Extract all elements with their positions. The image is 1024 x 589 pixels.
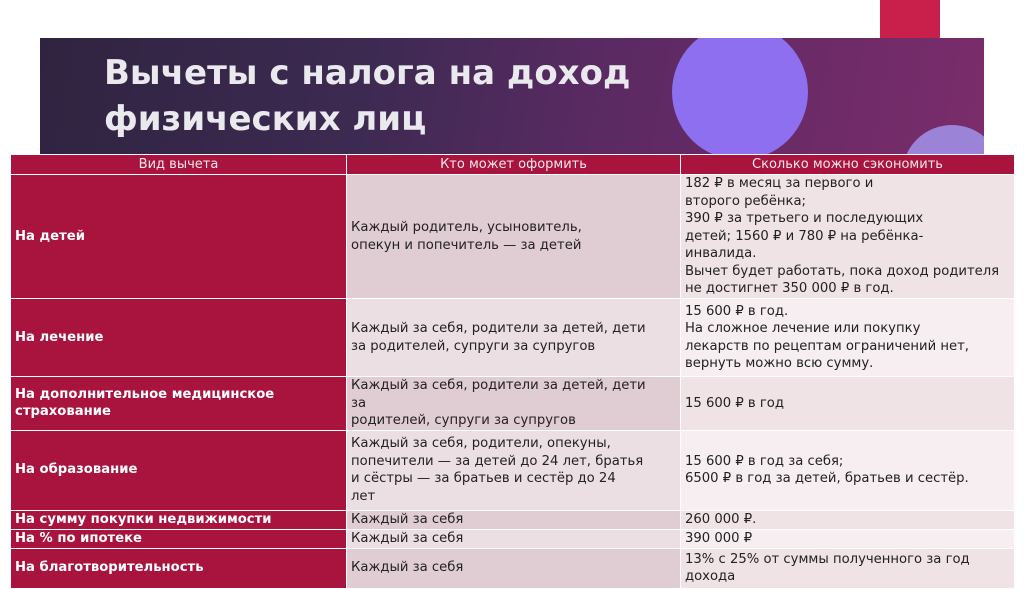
slide-title	[104, 50, 664, 142]
cell-deduction-kind: На % по ипотеке	[11, 529, 347, 548]
cell-savings	[681, 430, 1015, 510]
cell-deduction-kind: На дополнительное медицинское страхование	[11, 377, 347, 431]
cell-savings	[681, 377, 1015, 431]
cell-line: 15 600 ₽ в год.	[685, 303, 789, 319]
table-header-row	[11, 155, 1015, 175]
table-row	[11, 299, 1015, 377]
cell-line: и сёстры — за братьев и сестёр до 24	[351, 471, 616, 486]
cell-line: родителей, супруги за супругов	[351, 413, 576, 428]
cell-line: Каждый за себя	[351, 511, 464, 527]
cell-line: детей; 1560 ₽ и 780 ₽ на ребёнка-	[685, 228, 924, 244]
cell-deduction-kind: На лечение	[11, 299, 347, 377]
deductions-table	[10, 154, 1015, 589]
cell-who-can-apply	[347, 430, 681, 510]
cell-deduction-kind: На образование	[11, 430, 347, 510]
cell-deduction-kind: На сумму покупки недвижимости	[11, 510, 347, 529]
cell-line: вернуть можно всю сумму.	[685, 356, 874, 371]
header-who: Кто может оформить	[347, 155, 681, 175]
table-row	[11, 548, 1015, 588]
cell-line: На сложное лечение или покупку	[685, 321, 921, 336]
table-row	[11, 510, 1015, 529]
cell-savings	[681, 510, 1015, 529]
cell-line: Каждый за себя, родители за детей, дети	[351, 321, 646, 336]
cell-line: 182 ₽ в месяц за первого и	[685, 176, 874, 192]
cell-line: лекарств по рецептам ограничений нет,	[685, 338, 969, 354]
cell-line: попечители — за детей до 24 лет, братья	[351, 453, 644, 469]
decorative-circle-small	[902, 125, 984, 156]
cell-line: Каждый за себя, родители за детей, дети	[351, 378, 646, 393]
table-row	[11, 377, 1015, 431]
cell-line: 15 600 ₽ в год	[685, 395, 784, 411]
cell-who-can-apply	[347, 548, 681, 588]
cell-line: за	[351, 395, 367, 411]
cell-who-can-apply	[347, 529, 681, 548]
cell-line: лет	[351, 488, 376, 504]
cell-line: 15 600 ₽ в год за себя;	[685, 453, 844, 469]
slide-title-line-2: физических лиц	[104, 99, 427, 139]
cell-who-can-apply	[347, 175, 681, 299]
cell-savings	[681, 299, 1015, 377]
cell-who-can-apply	[347, 377, 681, 431]
cell-savings	[681, 548, 1015, 588]
table-row	[11, 175, 1015, 299]
cell-line: 390 ₽ за третьего и последующих	[685, 211, 924, 227]
cell-line: Каждый за себя	[351, 560, 464, 576]
cell-savings	[681, 175, 1015, 299]
slide-title-line-1: Вычеты с налога на доход	[104, 53, 631, 93]
cell-line: Каждый за себя, родители, опекуны,	[351, 436, 611, 451]
cell-line: дохода	[685, 569, 736, 584]
cell-line: второго ребёнка;	[685, 193, 806, 209]
cell-line: Вычет будет работать, пока доход родителя	[685, 263, 1000, 279]
decorative-circle-large	[672, 38, 808, 156]
top-strip	[0, 0, 1024, 38]
table-body	[11, 175, 1015, 589]
cell-line: не достигнет 350 000 ₽ в год.	[685, 281, 894, 297]
header-kind: Вид вычета	[11, 155, 347, 175]
cell-line: Каждый за себя	[351, 530, 464, 546]
cell-line: 13% с 25% от суммы полученного за год	[685, 551, 970, 567]
cell-savings	[681, 529, 1015, 548]
cell-line: 260 000 ₽.	[685, 511, 757, 527]
table-row	[11, 529, 1015, 548]
header-save: Сколько можно сэкономить	[681, 155, 1015, 175]
cell-line: Каждый родитель, усыновитель,	[351, 220, 582, 235]
cell-deduction-kind: На детей	[11, 175, 347, 299]
title-banner	[40, 38, 984, 156]
cell-who-can-apply	[347, 299, 681, 377]
cell-line: за родителей, супруги за супругов	[351, 338, 596, 354]
cell-who-can-apply	[347, 510, 681, 529]
cell-line: инвалида.	[685, 246, 757, 262]
cell-line: 6500 ₽ в год за детей, братьев и сестёр.	[685, 471, 969, 486]
table-row	[11, 430, 1015, 510]
cell-line: 390 000 ₽	[685, 530, 753, 546]
cell-line: опекун и попечитель — за детей	[351, 237, 582, 253]
cell-deduction-kind: На благотворительность	[11, 548, 347, 588]
